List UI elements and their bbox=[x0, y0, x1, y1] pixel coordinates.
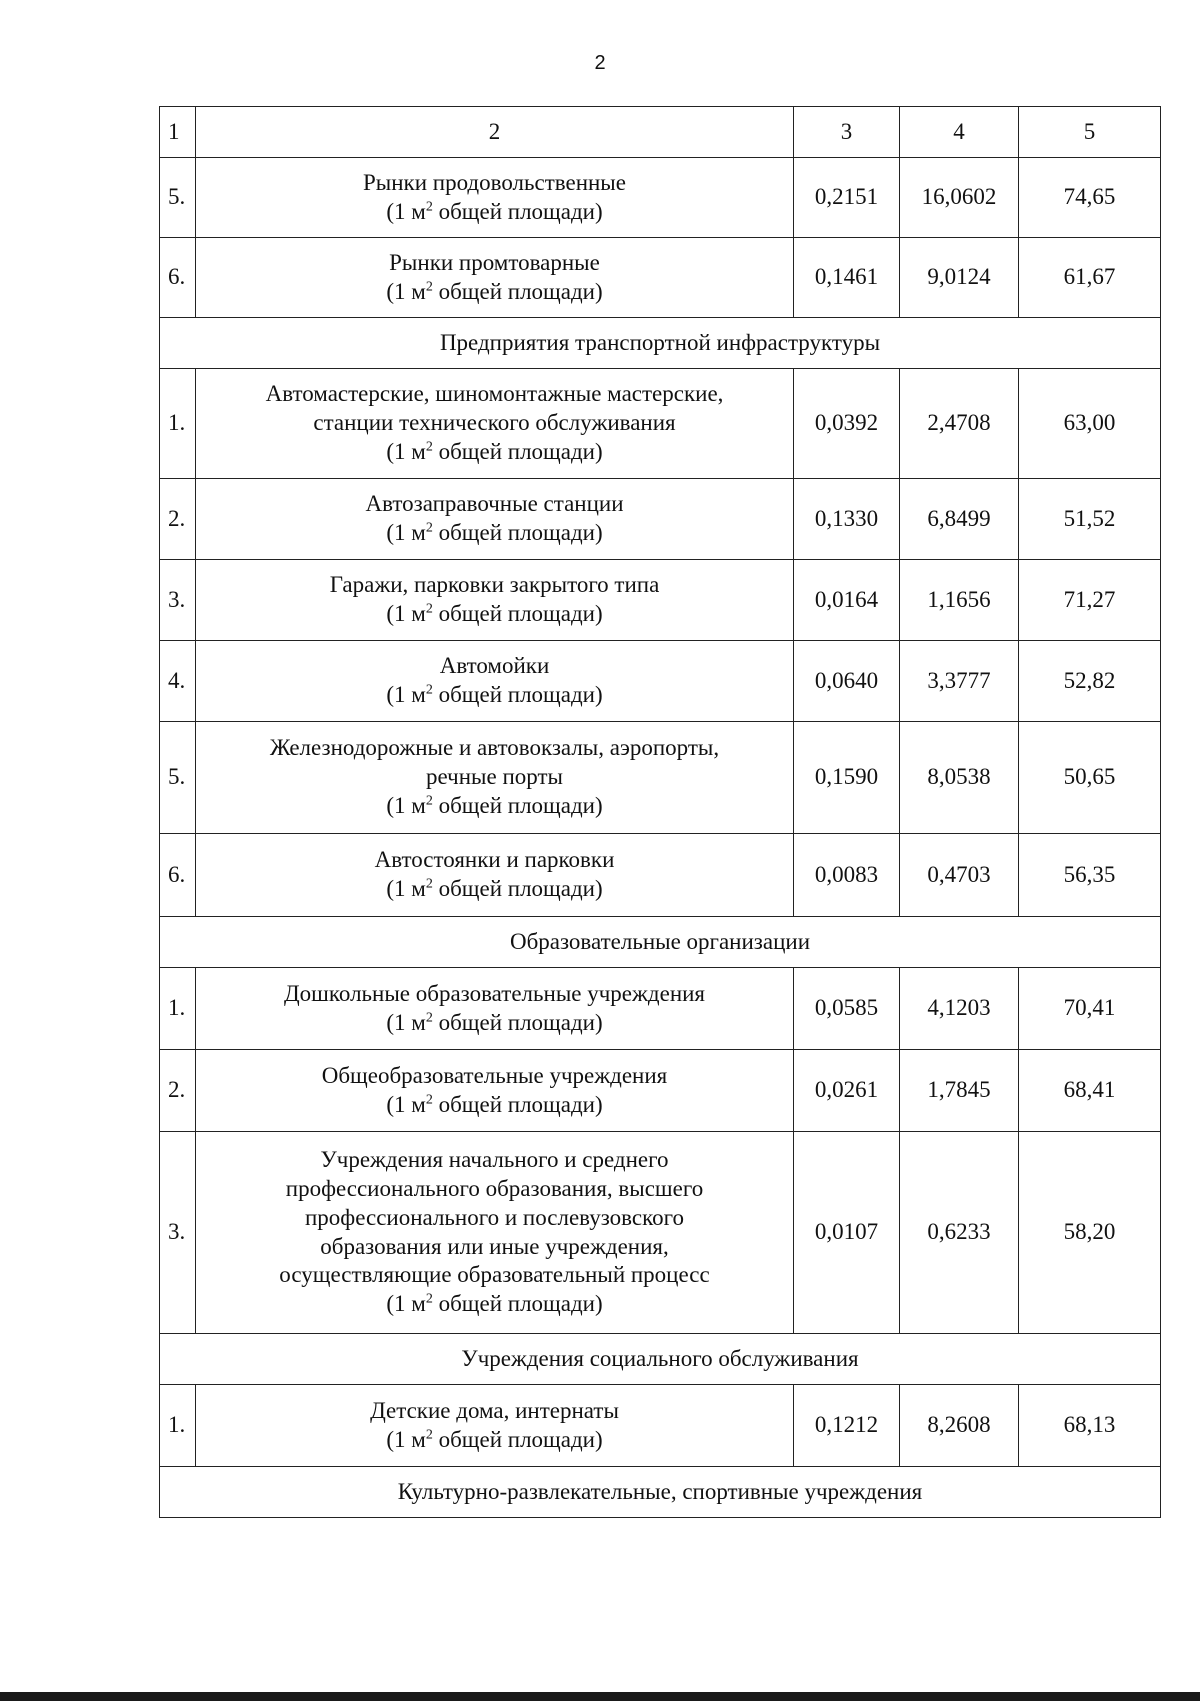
value-cell-c3: 0,1212 bbox=[794, 1385, 900, 1467]
facility-name-line: профессионального образования, высшего bbox=[285, 1176, 704, 1201]
unit-line bbox=[206, 438, 783, 467]
facility-name-line: Железнодорожные и автовокзалы, аэропорты, bbox=[269, 735, 720, 761]
section-header-row bbox=[160, 318, 1161, 369]
tariff-table bbox=[159, 106, 1161, 1518]
value-cell-c3: 0,0392 bbox=[794, 369, 900, 479]
facility-name-line: Гаражи, парковки закрытого типа bbox=[329, 572, 660, 598]
row-number: 3. bbox=[160, 560, 196, 641]
table-row bbox=[160, 722, 1161, 834]
row-number: 5. bbox=[160, 722, 196, 834]
unit-line bbox=[206, 1426, 783, 1455]
unit-prefix: (1 м bbox=[386, 1291, 426, 1316]
table-row bbox=[160, 238, 1161, 318]
value-cell-c5: 58,20 bbox=[1019, 1132, 1161, 1334]
table-row bbox=[160, 1050, 1161, 1132]
unit-prefix: (1 м bbox=[386, 198, 426, 224]
facility-name bbox=[196, 369, 794, 479]
unit-suffix: общей площади) bbox=[432, 682, 603, 707]
table-row bbox=[160, 834, 1161, 917]
scan-edge-bar bbox=[0, 1692, 1200, 1701]
header-cell: 3 bbox=[794, 107, 900, 158]
row-number: 6. bbox=[160, 834, 196, 917]
value-cell-c5: 52,82 bbox=[1019, 641, 1161, 722]
value-cell-c5: 74,65 bbox=[1019, 158, 1161, 238]
unit-exponent: 2 bbox=[425, 198, 433, 214]
row-number: 5. bbox=[160, 158, 196, 238]
facility-name bbox=[196, 641, 794, 722]
facility-name bbox=[196, 1132, 794, 1334]
facility-name-line: Автостоянки и парковки bbox=[374, 847, 615, 873]
section-header-row bbox=[160, 1467, 1161, 1518]
unit-exponent: 2 bbox=[425, 439, 433, 455]
value-cell-c4: 8,0538 bbox=[900, 722, 1019, 834]
unit-line bbox=[206, 278, 783, 307]
header-cell: 4 bbox=[900, 107, 1019, 158]
value-cell-c4: 1,1656 bbox=[900, 560, 1019, 641]
header-cell: 5 bbox=[1019, 107, 1161, 158]
unit-line bbox=[206, 1091, 783, 1120]
unit-prefix: (1 м bbox=[386, 1009, 426, 1035]
unit-line bbox=[206, 792, 783, 821]
facility-name-line: станции технического обслуживания bbox=[313, 410, 676, 436]
facility-name-line: Рынки промтоварные bbox=[389, 249, 600, 275]
facility-name bbox=[196, 722, 794, 834]
unit-prefix: (1 м bbox=[386, 438, 426, 464]
table-row bbox=[160, 158, 1161, 238]
unit-suffix: общей площади) bbox=[432, 876, 603, 901]
value-cell-c4: 3,3777 bbox=[900, 641, 1019, 722]
unit-line bbox=[206, 519, 783, 548]
unit-prefix: (1 м bbox=[386, 792, 426, 818]
unit-exponent: 2 bbox=[425, 520, 433, 536]
unit-exponent: 2 bbox=[425, 601, 433, 617]
unit-suffix: общей площади) bbox=[432, 198, 603, 224]
facility-name bbox=[196, 1050, 794, 1132]
facility-name-line: Детские дома, интернаты bbox=[370, 1397, 619, 1423]
value-cell-c5: 63,00 bbox=[1019, 369, 1161, 479]
facility-name-line: профессионального и послевузовского bbox=[305, 1204, 684, 1230]
unit-suffix: общей площади) bbox=[432, 520, 603, 545]
value-cell-c5: 68,41 bbox=[1019, 1050, 1161, 1132]
value-cell-c3: 0,0640 bbox=[794, 641, 900, 722]
value-cell-c5: 56,35 bbox=[1019, 834, 1161, 917]
row-number: 2. bbox=[160, 479, 196, 560]
unit-line bbox=[206, 198, 783, 227]
facility-name-line: Рынки продовольственные bbox=[363, 169, 626, 195]
unit-suffix: общей площади) bbox=[432, 1009, 603, 1035]
unit-prefix: (1 м bbox=[386, 278, 426, 304]
unit-exponent: 2 bbox=[425, 682, 433, 698]
header-cell: 2 bbox=[196, 107, 794, 158]
section-header-row bbox=[160, 917, 1161, 968]
table-row bbox=[160, 1385, 1161, 1467]
unit-exponent: 2 bbox=[425, 278, 433, 294]
unit-exponent: 2 bbox=[425, 1426, 433, 1442]
unit-exponent: 2 bbox=[425, 876, 433, 892]
unit-suffix: общей площади) bbox=[432, 1091, 603, 1117]
row-number: 2. bbox=[160, 1050, 196, 1132]
value-cell-c4: 0,4703 bbox=[900, 834, 1019, 917]
value-cell-c5: 50,65 bbox=[1019, 722, 1161, 834]
row-number: 1. bbox=[160, 369, 196, 479]
facility-name-line: Автомойки bbox=[439, 653, 550, 679]
facility-name-line: образования или иные учреждения, bbox=[320, 1233, 669, 1259]
unit-line bbox=[206, 600, 783, 629]
value-cell-c3: 0,0164 bbox=[794, 560, 900, 641]
section-title: Предприятия транспортной инфраструктуры bbox=[160, 318, 1161, 369]
unit-suffix: общей площади) bbox=[432, 438, 603, 464]
value-cell-c4: 8,2608 bbox=[900, 1385, 1019, 1467]
unit-line bbox=[206, 681, 783, 710]
value-cell-c3: 0,0107 bbox=[794, 1132, 900, 1334]
table-row bbox=[160, 641, 1161, 722]
unit-prefix: (1 м bbox=[386, 601, 426, 626]
unit-line bbox=[206, 875, 783, 904]
facility-name-line: речные порты bbox=[426, 764, 563, 790]
value-cell-c3: 0,0083 bbox=[794, 834, 900, 917]
unit-suffix: общей площади) bbox=[432, 792, 603, 818]
facility-name-line: Автозаправочные станции bbox=[365, 491, 624, 517]
unit-exponent: 2 bbox=[425, 1291, 433, 1307]
unit-suffix: общей площади) bbox=[432, 278, 603, 304]
header-cell: 1 bbox=[160, 107, 196, 158]
value-cell-c4: 0,6233 bbox=[900, 1132, 1019, 1334]
unit-suffix: общей площади) bbox=[432, 1426, 603, 1452]
facility-name-line: Учреждения начального и среднего bbox=[320, 1147, 669, 1173]
row-number: 1. bbox=[160, 968, 196, 1050]
unit-exponent: 2 bbox=[425, 1009, 433, 1025]
value-cell-c5: 51,52 bbox=[1019, 479, 1161, 560]
row-number: 4. bbox=[160, 641, 196, 722]
unit-prefix: (1 м bbox=[386, 682, 426, 707]
value-cell-c4: 16,0602 bbox=[900, 158, 1019, 238]
facility-name bbox=[196, 158, 794, 238]
table-row bbox=[160, 369, 1161, 479]
unit-exponent: 2 bbox=[425, 1091, 433, 1107]
table-row bbox=[160, 560, 1161, 641]
table-row bbox=[160, 968, 1161, 1050]
unit-prefix: (1 м bbox=[386, 1426, 426, 1452]
unit-line bbox=[206, 1009, 783, 1038]
table-row bbox=[160, 479, 1161, 560]
facility-name bbox=[196, 560, 794, 641]
value-cell-c3: 0,1590 bbox=[794, 722, 900, 834]
value-cell-c3: 0,1330 bbox=[794, 479, 900, 560]
table-header-row bbox=[160, 107, 1161, 158]
facility-name-line: Общеобразовательные учреждения bbox=[321, 1062, 668, 1088]
value-cell-c5: 70,41 bbox=[1019, 968, 1161, 1050]
row-number: 6. bbox=[160, 238, 196, 318]
value-cell-c3: 0,0261 bbox=[794, 1050, 900, 1132]
facility-name bbox=[196, 1385, 794, 1467]
facility-name-line: Дошкольные образовательные учреждения bbox=[283, 980, 706, 1006]
unit-exponent: 2 bbox=[425, 793, 433, 809]
value-cell-c4: 9,0124 bbox=[900, 238, 1019, 318]
unit-prefix: (1 м bbox=[386, 520, 426, 545]
value-cell-c5: 61,67 bbox=[1019, 238, 1161, 318]
facility-name bbox=[196, 968, 794, 1050]
facility-name bbox=[196, 834, 794, 917]
value-cell-c4: 1,7845 bbox=[900, 1050, 1019, 1132]
unit-line bbox=[206, 1290, 783, 1319]
table-row bbox=[160, 1132, 1161, 1334]
row-number: 1. bbox=[160, 1385, 196, 1467]
value-cell-c5: 68,13 bbox=[1019, 1385, 1161, 1467]
value-cell-c4: 2,4708 bbox=[900, 369, 1019, 479]
facility-name-line: осуществляющие образовательный процесс bbox=[279, 1262, 710, 1288]
section-title: Учреждения социального обслуживания bbox=[160, 1334, 1161, 1385]
unit-prefix: (1 м bbox=[386, 876, 426, 901]
row-number: 3. bbox=[160, 1132, 196, 1334]
unit-suffix: общей площади) bbox=[432, 601, 603, 626]
value-cell-c3: 0,2151 bbox=[794, 158, 900, 238]
unit-prefix: (1 м bbox=[386, 1091, 426, 1117]
facility-name-line: Автомастерские, шиномонтажные мастерские, bbox=[265, 381, 724, 407]
section-title: Образовательные организации bbox=[160, 917, 1161, 968]
page-number: 2 bbox=[594, 52, 606, 74]
facility-name bbox=[196, 238, 794, 318]
section-title: Культурно-развлекательные, спортивные учреждения bbox=[160, 1467, 1161, 1518]
section-header-row bbox=[160, 1334, 1161, 1385]
facility-name bbox=[196, 479, 794, 560]
value-cell-c3: 0,1461 bbox=[794, 238, 900, 318]
value-cell-c3: 0,0585 bbox=[794, 968, 900, 1050]
value-cell-c4: 4,1203 bbox=[900, 968, 1019, 1050]
value-cell-c4: 6,8499 bbox=[900, 479, 1019, 560]
unit-suffix: общей площади) bbox=[432, 1291, 603, 1316]
value-cell-c5: 71,27 bbox=[1019, 560, 1161, 641]
